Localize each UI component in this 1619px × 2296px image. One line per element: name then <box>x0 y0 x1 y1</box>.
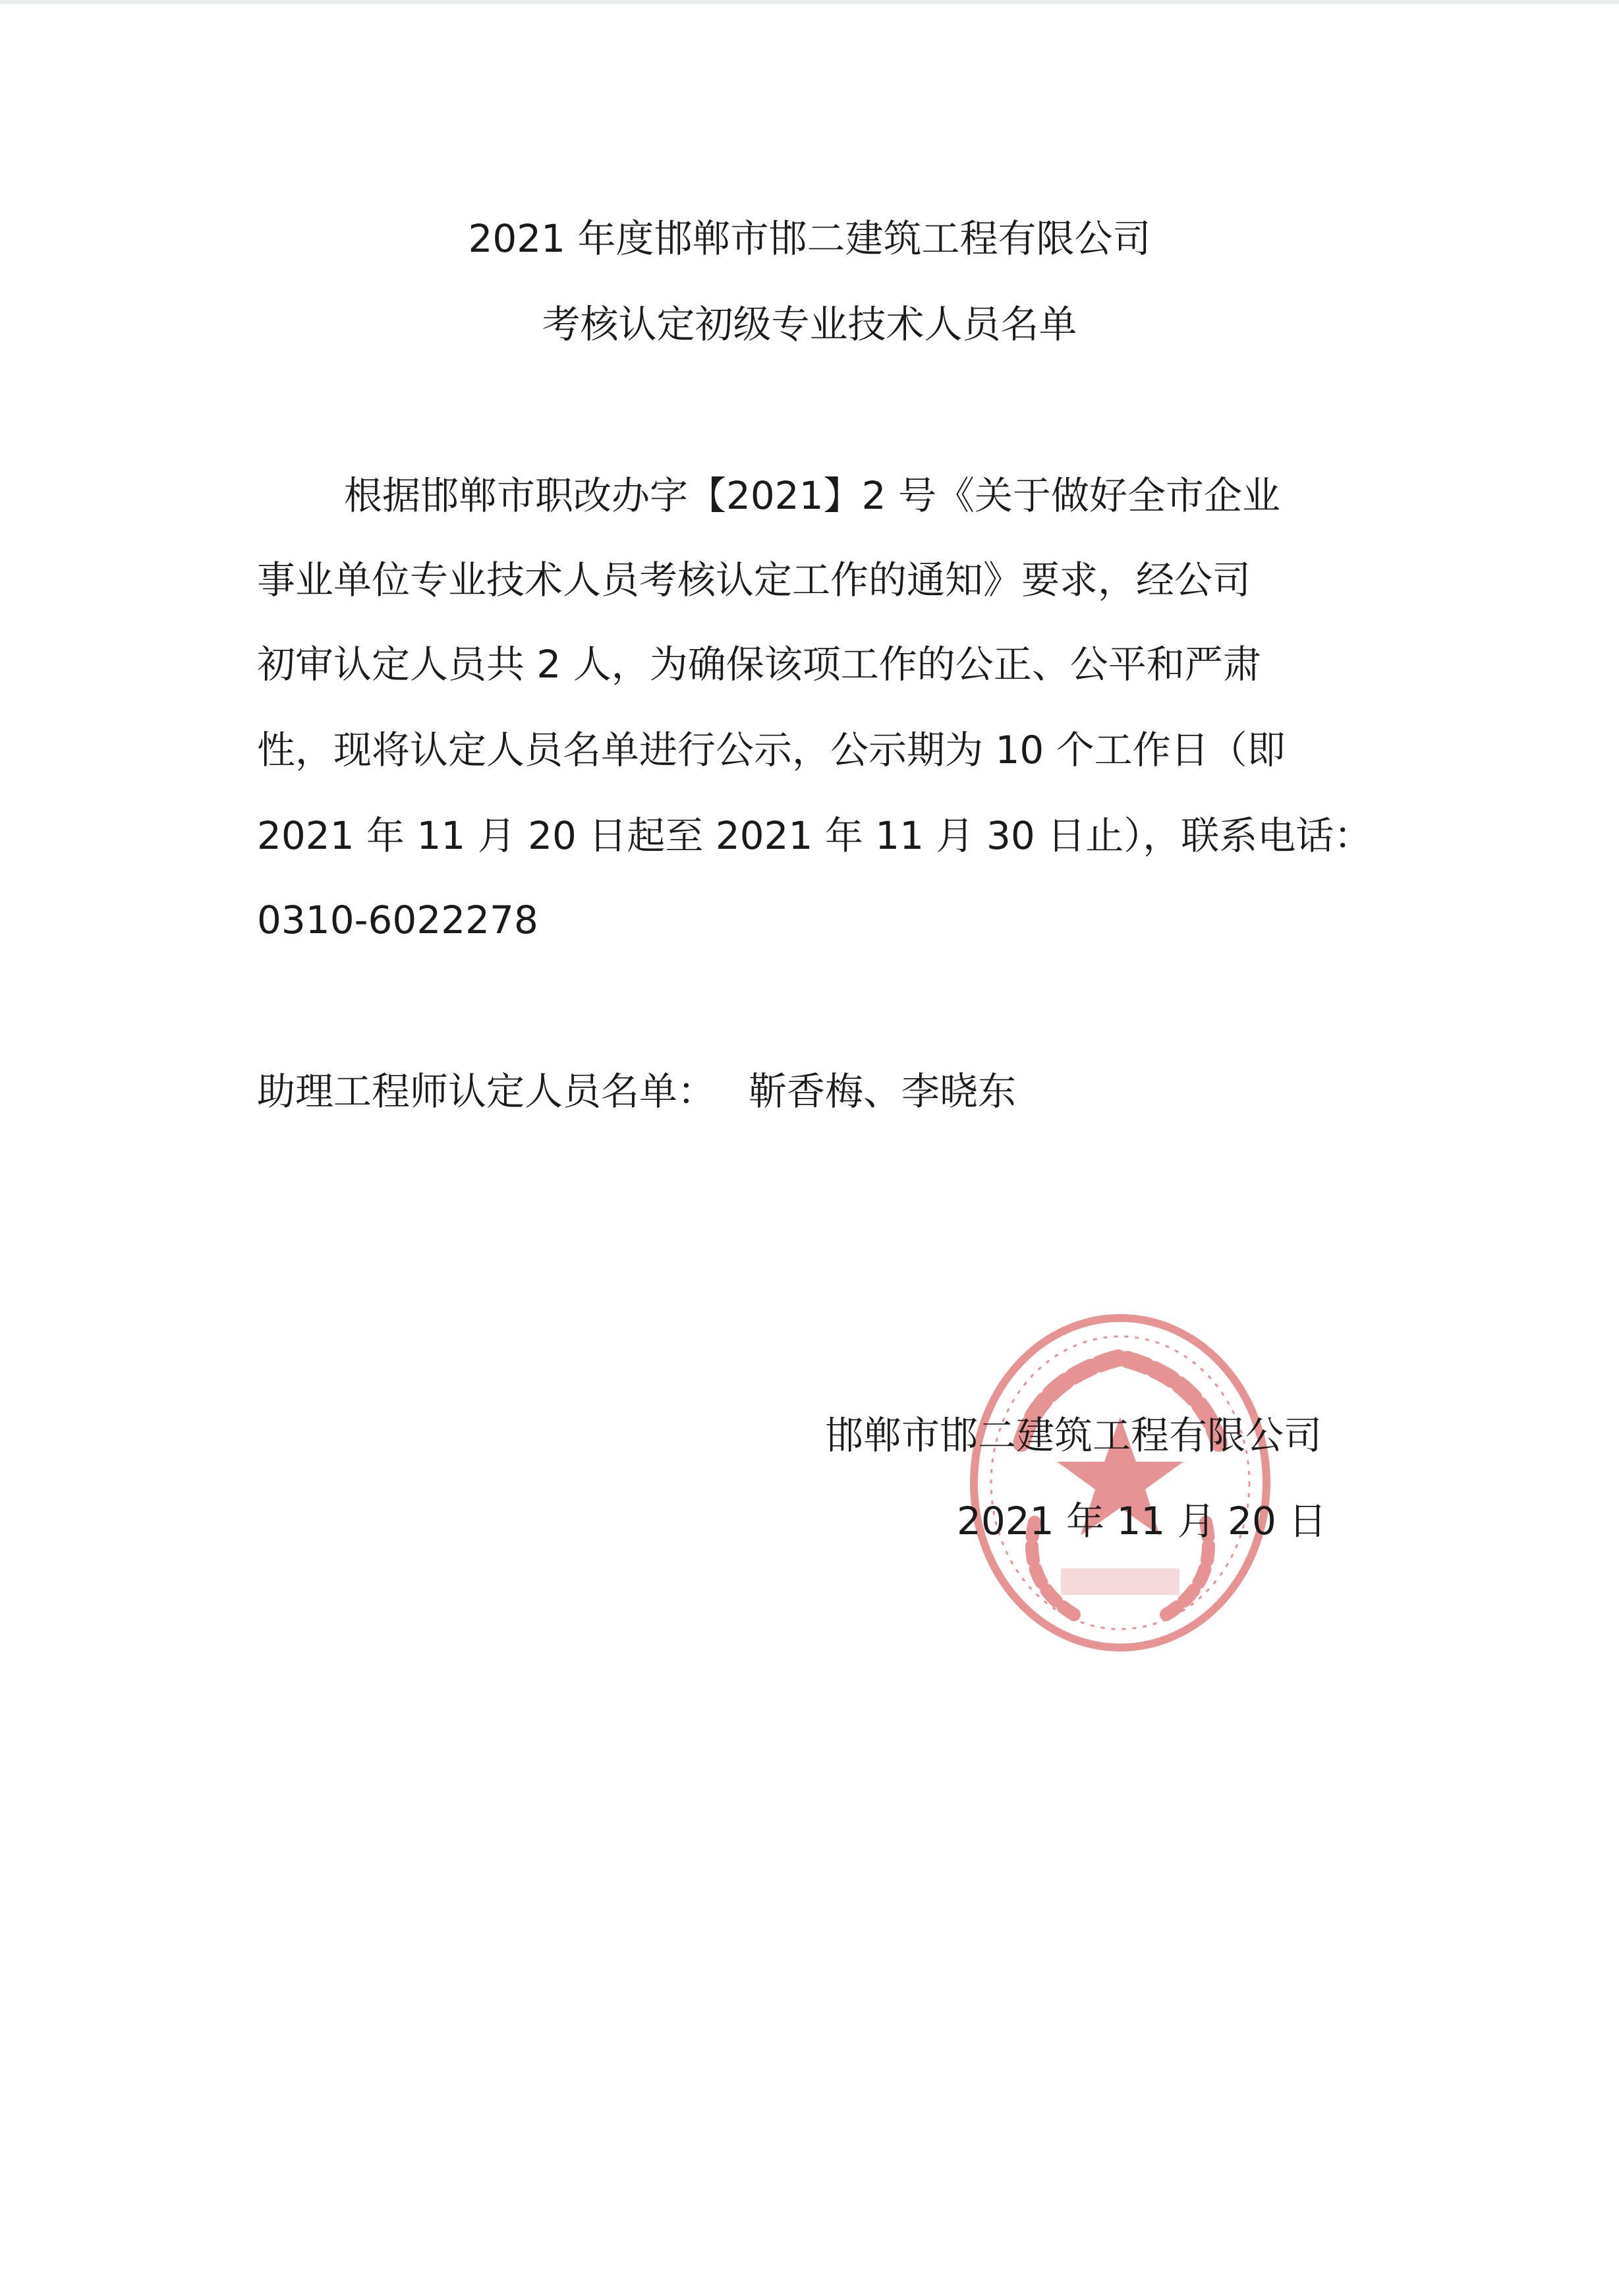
company-seal <box>962 1305 1278 1661</box>
personnel-list <box>257 1065 1016 1118</box>
body-line-4: 性，现将认定人员名单进行公示，公示期为 10 个工作日（即 <box>257 728 1286 772</box>
personnel-names: 靳香梅、李晓东 <box>749 1069 1017 1114</box>
body-line-3: 初审认定人员共 2 人，为确保该项工作的公正、公平和严肃 <box>257 642 1261 687</box>
document-title-line-1: 2021 年度邯郸市邯二建筑工程有限公司 <box>468 216 1151 261</box>
body-line-5: 2021 年 11 月 20 日起至 2021 年 11 月 30 日止），联系电话： <box>257 813 1373 858</box>
personnel-list-label: 助理工程师认定人员名单： <box>257 1069 716 1114</box>
body-line-6: 0310-6022278 <box>257 898 538 942</box>
signature-date: 2021 年 11 月 20 日 <box>957 1499 1327 1543</box>
scan-edge <box>0 0 1619 4</box>
body-line-1: 根据邯郸市职改办字【2021】2 号《关于做好全市企业 <box>344 473 1280 518</box>
document-title-line-2: 考核认定初级专业技术人员名单 <box>542 302 1077 347</box>
signature-company: 邯郸市邯二建筑工程有限公司 <box>825 1413 1322 1458</box>
body-line-2: 事业单位专业技术人员考核认定工作的通知》要求，经公司 <box>257 558 1251 602</box>
